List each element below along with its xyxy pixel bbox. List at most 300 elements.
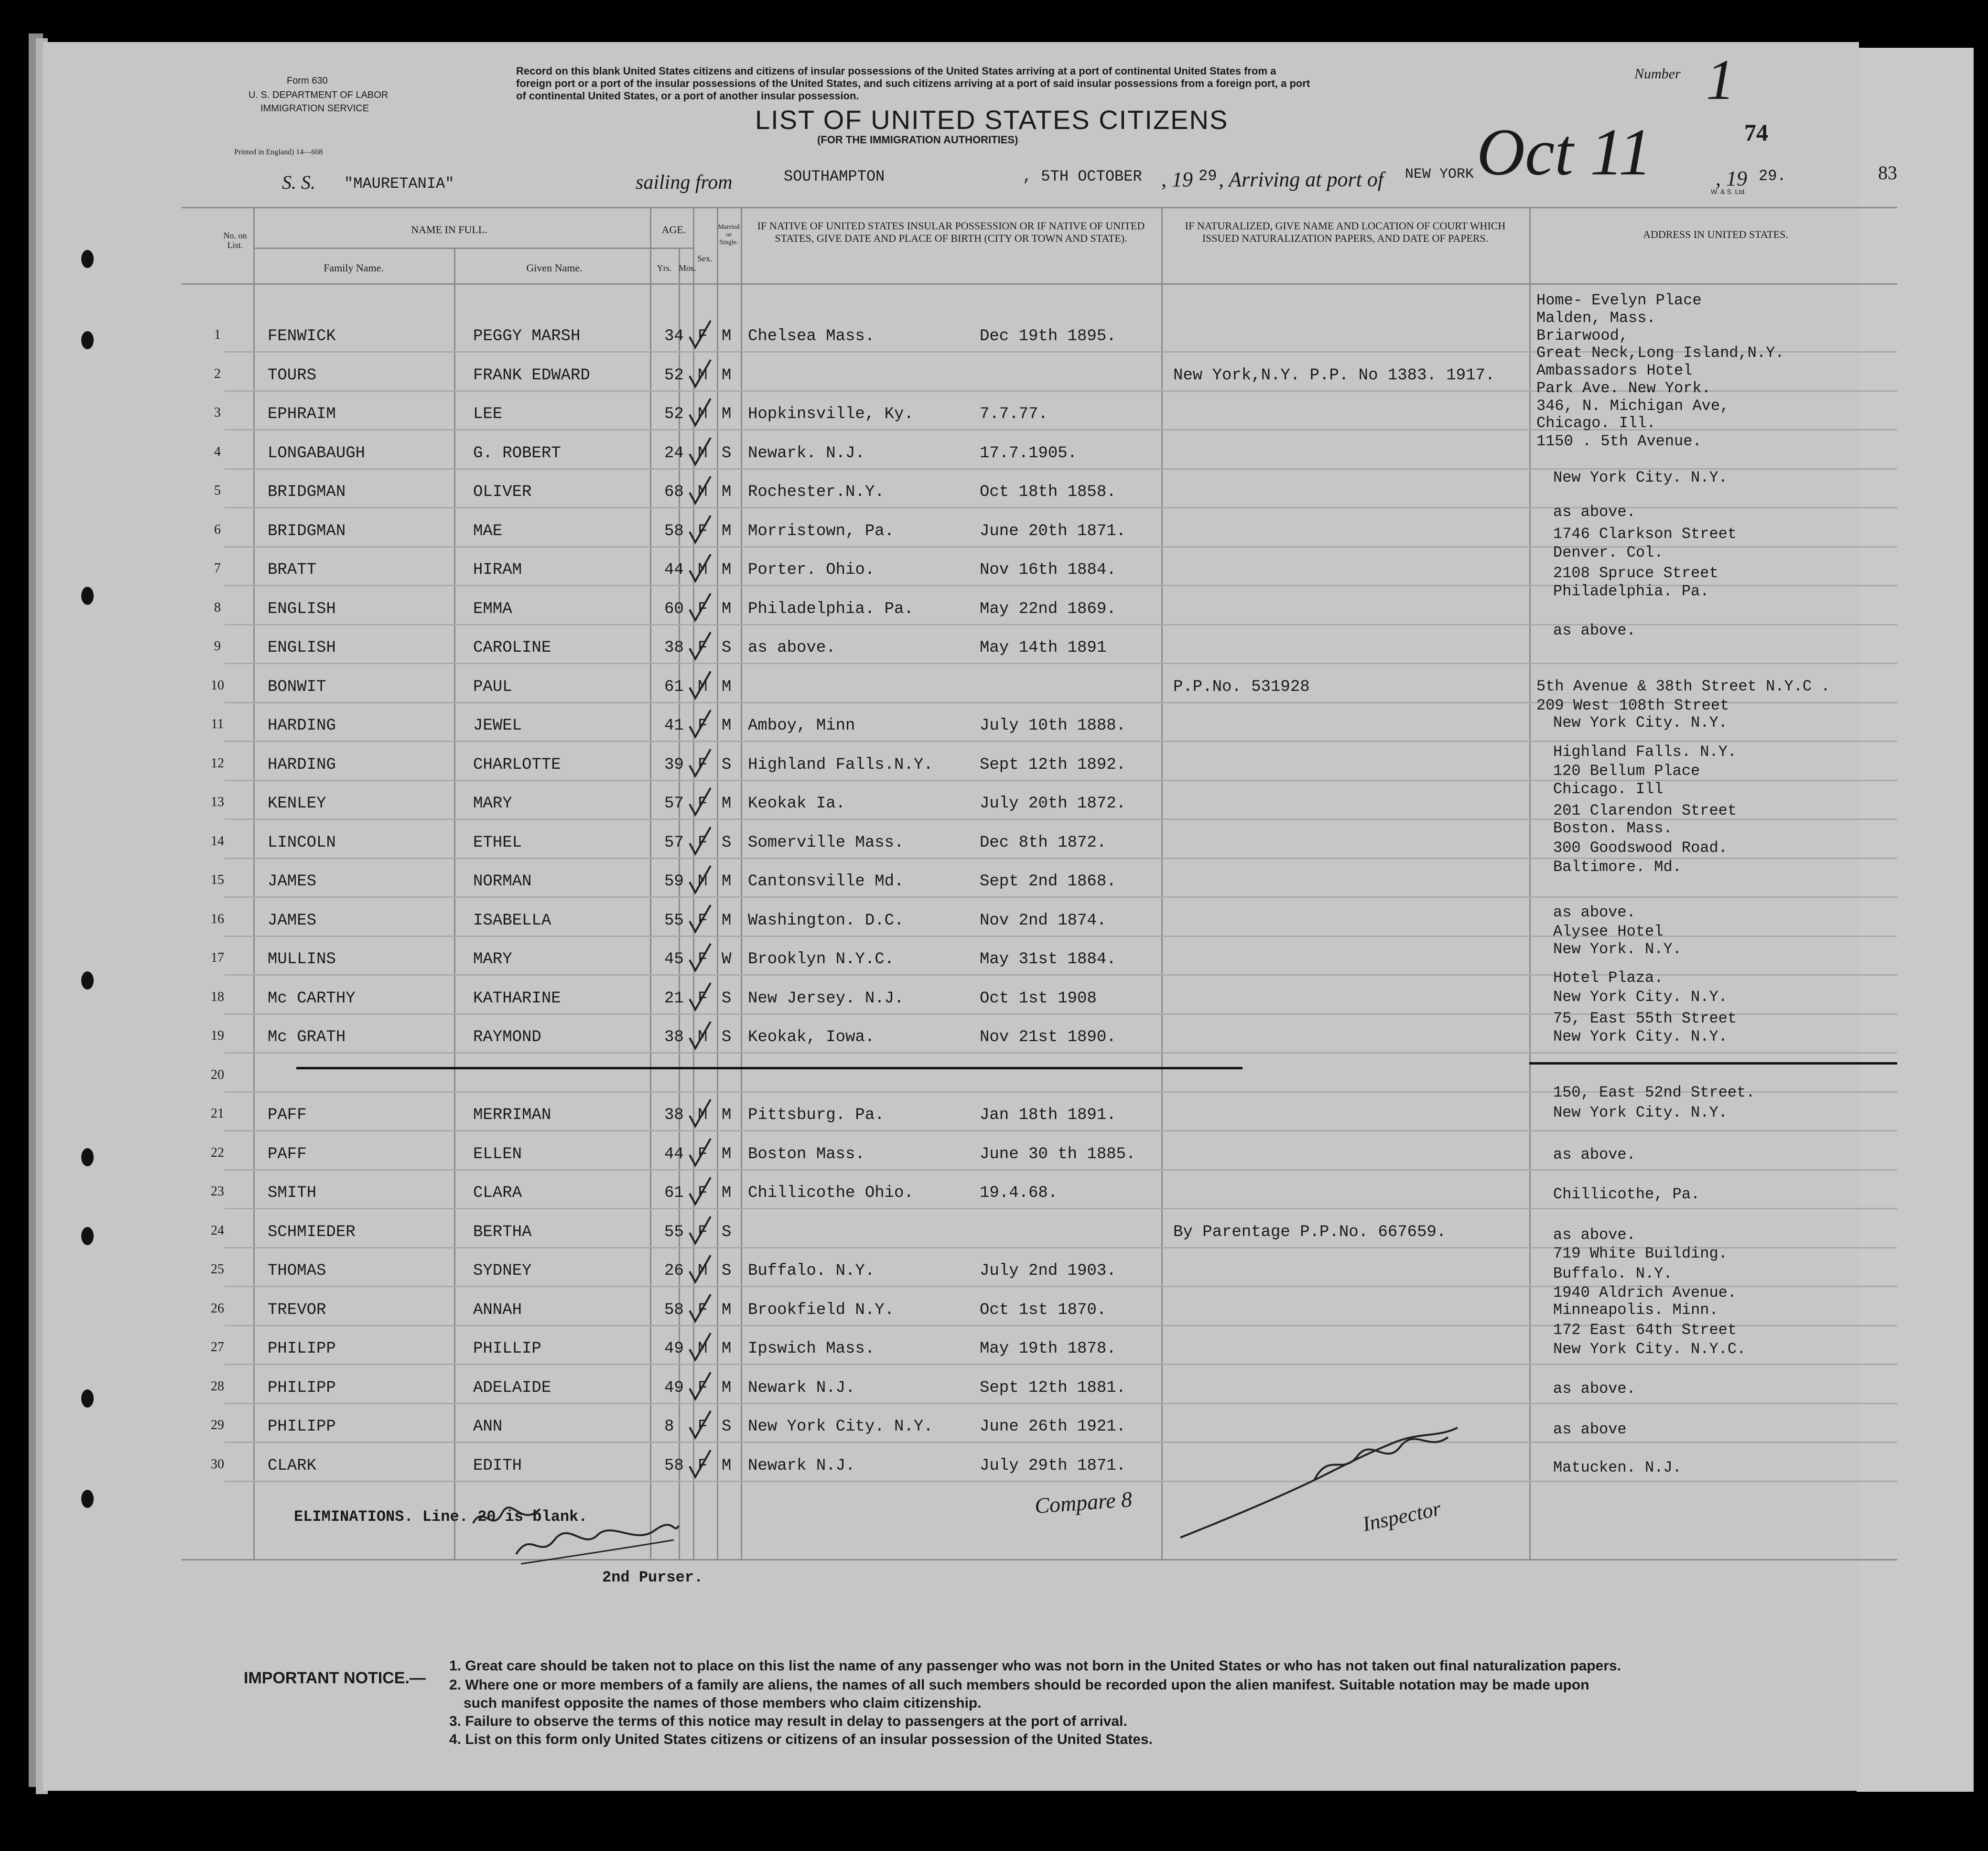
- hdr-name-in-full: NAME IN FULL.: [411, 224, 487, 236]
- hdr-age-mos: Mos.: [679, 263, 696, 273]
- sex: F: [698, 1418, 708, 1436]
- sailing-label: sailing from: [636, 172, 733, 194]
- row-number: 27: [211, 1340, 224, 1355]
- compare-note: Compare 8: [1034, 1486, 1133, 1518]
- check-mark-icon: [686, 629, 714, 663]
- ss-label: S. S.: [282, 172, 315, 193]
- eliminations-initials: [468, 1499, 545, 1538]
- age-years: 21: [664, 989, 684, 1008]
- row-rule: [225, 1442, 1897, 1443]
- check-mark-icon: [686, 1174, 714, 1208]
- marital-status: S: [722, 1223, 732, 1241]
- family-name: BRIDGMAN: [268, 483, 346, 501]
- address-line: New York City. N.Y.: [1553, 1104, 1728, 1121]
- year-to: 29.: [1759, 167, 1786, 185]
- age-years: 38: [664, 639, 684, 657]
- number-value: 1: [1706, 48, 1735, 111]
- address-line: 150, East 52nd Street.: [1553, 1084, 1755, 1101]
- inspector-note: Inspector: [1360, 1496, 1443, 1536]
- row-rule: [225, 896, 1897, 898]
- address-line: 120 Bellum Place: [1553, 762, 1700, 780]
- marital-status: M: [722, 561, 732, 579]
- age-years: 34: [664, 327, 684, 345]
- marital-status: M: [722, 1378, 732, 1397]
- family-name: TREVOR: [268, 1301, 326, 1319]
- birth-place: as above.: [748, 639, 836, 657]
- sex: M: [698, 1340, 708, 1358]
- address-line: Home- Evelyn Place: [1536, 291, 1702, 309]
- punch-hole: [81, 331, 94, 349]
- hdr-sex: Sex.: [697, 254, 713, 263]
- check-mark-icon: [686, 902, 714, 936]
- marital-status: M: [722, 483, 732, 501]
- family-name: ENGLISH: [268, 639, 336, 657]
- marital-status: S: [722, 755, 732, 774]
- address-line: as above.: [1553, 503, 1636, 521]
- address-line: 1150 . 5th Avenue.: [1536, 432, 1702, 450]
- marital-status: W: [722, 950, 732, 969]
- row-rule: [225, 1481, 1897, 1482]
- family-name: PAFF: [268, 1145, 307, 1163]
- hdr-age-yrs: Yrs.: [657, 263, 672, 273]
- check-mark-icon: [686, 551, 714, 585]
- check-mark-icon: [686, 591, 714, 624]
- family-name: LONGABAUGH: [268, 444, 366, 463]
- address-line: Chicago. Ill.: [1536, 414, 1656, 432]
- check-mark-icon: [686, 707, 714, 741]
- family-name: BONWIT: [268, 678, 326, 696]
- age-years: 55: [664, 911, 684, 930]
- given-name: ETHEL: [473, 833, 522, 852]
- birth-date: June 30 th 1885.: [980, 1145, 1136, 1163]
- row-rule: [225, 1130, 1897, 1131]
- row-number: 8: [214, 600, 221, 615]
- family-name: TOURS: [268, 366, 317, 385]
- marital-status: M: [722, 405, 732, 423]
- birth-date: Oct 1st 1908: [980, 989, 1097, 1008]
- row-rule: [225, 1052, 1897, 1054]
- address-line: Baltimore. Md.: [1553, 858, 1682, 876]
- birth-date: June 26th 1921.: [980, 1418, 1126, 1436]
- given-name: PHILLIP: [473, 1340, 541, 1358]
- age-years: 58: [664, 1301, 684, 1319]
- birth-date: Nov 16th 1884.: [980, 561, 1116, 579]
- given-name: HIRAM: [473, 561, 522, 579]
- given-name: PEGGY MARSH: [473, 327, 581, 345]
- family-name: JAMES: [268, 911, 317, 930]
- given-name: G. ROBERT: [473, 444, 561, 463]
- hdr-family-name: Family Name.: [324, 262, 384, 274]
- age-years: 61: [664, 1184, 684, 1202]
- age-years: 55: [664, 1223, 684, 1241]
- address-line: New York. N.Y.: [1553, 940, 1682, 958]
- hdr-place-of-birth: IF NATIVE OF UNITED STATES INSULAR POSSESSION OR IF NATIVE OF UNITED STATES, GIVE DATE AND PLACE OF BIRTH (CITY OR TOWN AND STATE).: [757, 220, 1145, 244]
- family-name: SMITH: [268, 1184, 317, 1202]
- given-name: CHARLOTTE: [473, 755, 561, 774]
- address-line: New York City. N.Y.: [1553, 714, 1728, 732]
- marital-status: S: [722, 1262, 732, 1280]
- row-rule: [225, 741, 1897, 742]
- sex: M: [698, 483, 708, 501]
- given-name: ISABELLA: [473, 911, 551, 930]
- birth-place: Brookfield N.Y.: [748, 1301, 895, 1319]
- birth-place: Philadelphia. Pa.: [748, 600, 914, 618]
- birth-place: New Jersey. N.J.: [748, 989, 904, 1008]
- given-name: EMMA: [473, 600, 512, 618]
- sex: M: [698, 444, 708, 463]
- family-name: THOMAS: [268, 1262, 326, 1280]
- punch-hole: [81, 1490, 94, 1508]
- year-prefix: , 19: [1161, 168, 1193, 191]
- punch-hole: [81, 587, 94, 605]
- address-line: 1940 Aldrich Avenue.: [1553, 1284, 1737, 1302]
- birth-place: Boston Mass.: [748, 1145, 865, 1163]
- given-name: SYDNEY: [473, 1262, 532, 1280]
- number-label: Number: [1634, 66, 1681, 82]
- check-mark-icon: [686, 318, 714, 351]
- given-name: ANNAH: [473, 1301, 522, 1319]
- address-line: as above.: [1553, 1380, 1636, 1398]
- address-line: Alysee Hotel: [1553, 923, 1664, 940]
- row-number: 12: [211, 755, 224, 771]
- age-years: 57: [664, 833, 684, 852]
- age-years: 52: [664, 405, 684, 423]
- col-divider: [253, 207, 255, 1559]
- given-name: OLIVER: [473, 483, 532, 501]
- sex: M: [698, 405, 708, 423]
- hdr-no-on-list: No. on List.: [223, 231, 247, 250]
- birth-date: July 20th 1872.: [980, 795, 1126, 813]
- address-line: Philadelphia. Pa.: [1553, 582, 1709, 600]
- marital-status: S: [722, 833, 732, 852]
- row-number: 14: [211, 833, 224, 849]
- birth-place: Keokak Ia.: [748, 795, 846, 813]
- notice-label: IMPORTANT NOTICE.—: [244, 1669, 426, 1687]
- birth-date: Sept 12th 1892.: [980, 755, 1126, 774]
- age-years: 49: [664, 1340, 684, 1358]
- birth-date: Nov 2nd 1874.: [980, 911, 1107, 930]
- row-number: 26: [211, 1301, 224, 1316]
- service: IMMIGRATION SERVICE: [260, 103, 369, 114]
- punch-hole: [81, 250, 94, 268]
- check-mark-icon: [686, 746, 714, 780]
- age-years: 52: [664, 366, 684, 385]
- birth-date: Dec 8th 1872.: [980, 833, 1107, 852]
- ship-name: "MAURETANIA": [344, 175, 454, 193]
- check-mark-icon: [686, 785, 714, 818]
- address-line: New York City. N.Y.: [1553, 469, 1728, 486]
- sex: F: [698, 795, 708, 813]
- sex: F: [698, 600, 708, 618]
- sex: F: [698, 950, 708, 969]
- birth-place: Brooklyn N.Y.C.: [748, 950, 895, 969]
- notice-1: 1. Great care should be taken not to place on this list the name of any passenger who was not born in the United States or who has not taken out final naturalization papers.: [449, 1658, 1621, 1674]
- address-line: 719 White Building.: [1553, 1245, 1728, 1262]
- row-number: 3: [214, 405, 221, 420]
- check-mark-icon: [686, 668, 714, 702]
- address-line: Chicago. Ill: [1553, 780, 1664, 798]
- row-number: 28: [211, 1378, 224, 1394]
- given-name: CAROLINE: [473, 639, 551, 657]
- hdr-naturalization: IF NATURALIZED, GIVE NAME AND LOCATION OF COURT WHICH ISSUED NATURALIZATION PAPERS, AND DATE OF PAPERS.: [1185, 220, 1506, 244]
- sex: F: [698, 1145, 708, 1163]
- sex: M: [698, 678, 708, 696]
- given-name: MAE: [473, 522, 503, 540]
- col-divider: [650, 207, 651, 1559]
- age-years: 58: [664, 1456, 684, 1475]
- birth-place: Newark. N.J.: [748, 444, 865, 463]
- marital-status: M: [722, 717, 732, 735]
- row-number: 25: [211, 1262, 224, 1277]
- row-number: 5: [214, 483, 221, 498]
- address-line: as above: [1553, 1421, 1627, 1438]
- row-number: 6: [214, 522, 221, 537]
- family-name: PHILIPP: [268, 1340, 336, 1358]
- age-years: 44: [664, 1145, 684, 1163]
- table-bottom-border: [182, 1559, 1897, 1560]
- row-number: 4: [214, 444, 221, 459]
- sex: F: [698, 833, 708, 852]
- family-name: JAMES: [268, 872, 317, 891]
- birth-place: Somerville Mass.: [748, 833, 904, 852]
- given-name: PAUL: [473, 678, 512, 696]
- sex: F: [698, 522, 708, 540]
- row-number: 20: [211, 1067, 224, 1082]
- family-name: BRIDGMAN: [268, 522, 346, 540]
- row-rule: [225, 1403, 1897, 1404]
- manifest-sheet: [43, 42, 1859, 1791]
- printed-note: Printed in England) 14—608: [234, 148, 323, 156]
- given-name: MARY: [473, 950, 512, 969]
- marital-status: M: [722, 1301, 732, 1319]
- margin-note: 83: [1878, 162, 1897, 183]
- check-mark-icon: [686, 396, 714, 429]
- address-line: as above.: [1553, 1146, 1636, 1163]
- row-number: 1: [214, 327, 221, 342]
- arriving-label: , Arriving at port of: [1219, 168, 1384, 191]
- eliminations-note: ELIMINATIONS. Line. 20 is blank.: [294, 1508, 588, 1526]
- notice-3: 3. Failure to observe the terms of this notice may result in delay to passengers at the port of arrival.: [449, 1713, 1127, 1729]
- record-instructions-1: Record on this blank United States citizens and citizens of insular possessions of the United States arriving at a port of continental United States from a: [516, 65, 1276, 77]
- birth-place: Pittsburg. Pa.: [748, 1106, 885, 1124]
- page-title: LIST OF UNITED STATES CITIZENS: [755, 105, 1229, 135]
- row-number: 17: [211, 950, 224, 965]
- family-name: ENGLISH: [268, 600, 336, 618]
- birth-date: Jan 18th 1891.: [980, 1106, 1116, 1124]
- check-mark-icon: [686, 863, 714, 896]
- stamp-number: 74: [1744, 119, 1768, 146]
- check-mark-icon: [686, 1408, 714, 1442]
- marital-status: M: [722, 1456, 732, 1475]
- row-number: 30: [211, 1456, 224, 1472]
- family-name: PHILIPP: [268, 1418, 336, 1436]
- address-line: Great Neck,Long Island,N.Y.: [1536, 344, 1784, 362]
- sex: F: [698, 989, 708, 1008]
- address-line: Malden, Mass.: [1536, 309, 1656, 327]
- col-divider: [1529, 207, 1531, 1559]
- row-number: 9: [214, 639, 221, 654]
- marital-status: M: [722, 1184, 732, 1202]
- family-name: Mc GRATH: [268, 1028, 346, 1046]
- sex: F: [698, 911, 708, 930]
- hdr-given-name: Given Name.: [526, 262, 583, 274]
- check-mark-icon: [686, 1330, 714, 1364]
- row-number: 13: [211, 795, 224, 809]
- row-rule: [225, 1169, 1897, 1171]
- age-years: 49: [664, 1378, 684, 1397]
- purser-label: 2nd Purser.: [602, 1569, 703, 1586]
- notice-4: 4. List on this form only United States citizens or citizens of an insular possession of the United States.: [449, 1732, 1153, 1747]
- row-rule: [225, 1208, 1897, 1209]
- address-line: Ambassadors Hotel: [1536, 362, 1693, 379]
- address-line: as above.: [1553, 1226, 1636, 1244]
- col-divider: [717, 207, 718, 1559]
- sex: F: [698, 1301, 708, 1319]
- punch-hole: [81, 1389, 94, 1408]
- notice-2b: such manifest opposite the names of those members who claim citizenship.: [464, 1695, 982, 1711]
- hdr-age: AGE.: [661, 224, 686, 236]
- port-to: NEW YORK: [1405, 166, 1474, 183]
- row-number: 16: [211, 911, 224, 926]
- facing-page: [1857, 48, 1974, 1792]
- birth-place: New York City. N.Y.: [748, 1418, 933, 1436]
- row-rule: [225, 663, 1897, 664]
- birth-place: Washington. D.C.: [748, 911, 904, 930]
- record-instructions-3: of continental United States, or a port of another insular possession.: [516, 90, 859, 102]
- address-line: Buffalo. N.Y.: [1553, 1265, 1673, 1282]
- row-number: 2: [214, 366, 221, 381]
- sex: F: [698, 327, 708, 345]
- marital-status: M: [722, 600, 732, 618]
- marital-status: M: [722, 1340, 732, 1358]
- row-number: 21: [211, 1106, 224, 1121]
- age-years: 8: [664, 1418, 674, 1436]
- form-number: Form 630: [287, 75, 328, 86]
- check-mark-icon: [686, 1136, 714, 1169]
- given-name: LEE: [473, 405, 503, 423]
- row-number: 15: [211, 872, 224, 887]
- sex: F: [698, 755, 708, 774]
- marital-status: M: [722, 522, 732, 540]
- address-line: Minneapolis. Minn.: [1553, 1301, 1718, 1319]
- sex: F: [698, 717, 708, 735]
- year-from: 29: [1199, 167, 1217, 185]
- punch-hole: [81, 1227, 94, 1245]
- age-years: 39: [664, 755, 684, 774]
- line-20-rule: [296, 1067, 1242, 1069]
- table-header-border: [182, 283, 1897, 285]
- birth-place: Morristown, Pa.: [748, 522, 895, 540]
- given-name: FRANK EDWARD: [473, 366, 590, 385]
- family-name: KENLEY: [268, 795, 326, 813]
- marital-status: M: [722, 327, 732, 345]
- col-divider: [1161, 207, 1163, 1559]
- address-line: Briarwood,: [1536, 327, 1629, 344]
- birth-place: Hopkinsville, Ky.: [748, 405, 914, 423]
- check-mark-icon: [686, 1019, 714, 1052]
- sex: F: [698, 1223, 708, 1241]
- address-line: 209 West 108th Street: [1536, 697, 1729, 714]
- address-line: New York City. N.Y.C.: [1553, 1340, 1746, 1358]
- sex: M: [698, 1028, 708, 1046]
- page-subtitle: (FOR THE IMMIGRATION AUTHORITIES): [817, 134, 1018, 146]
- birth-date: 7.7.77.: [980, 405, 1048, 423]
- birth-place: Chillicothe Ohio.: [748, 1184, 914, 1202]
- age-years: 38: [664, 1028, 684, 1046]
- address-line: as above.: [1553, 622, 1636, 639]
- hdr-address: ADDRESS IN UNITED STATES.: [1643, 228, 1788, 240]
- check-mark-icon: [686, 1214, 714, 1247]
- birth-date: Sept 2nd 1868.: [980, 872, 1116, 891]
- row-number: 29: [211, 1418, 224, 1432]
- row-rule: [225, 1364, 1897, 1365]
- family-name: PHILIPP: [268, 1378, 336, 1397]
- birth-place: Newark N.J.: [748, 1378, 855, 1397]
- birth-place: Porter. Ohio.: [748, 561, 875, 579]
- marital-status: S: [722, 444, 732, 463]
- check-mark-icon: [686, 1447, 714, 1481]
- birth-date: Oct 1st 1870.: [980, 1301, 1107, 1319]
- address-line: New York City. N.Y.: [1553, 1028, 1728, 1045]
- birth-date: May 14th 1891: [980, 639, 1107, 657]
- given-name: ANN: [473, 1418, 503, 1436]
- family-name: Mc CARTHY: [268, 989, 356, 1008]
- naturalization: By Parentage P.P.No. 667659.: [1173, 1223, 1447, 1241]
- address-line: Matucken. N.J.: [1553, 1459, 1682, 1476]
- punch-hole: [81, 971, 94, 990]
- birth-place: Keokak, Iowa.: [748, 1028, 875, 1046]
- age-years: 58: [664, 522, 684, 540]
- birth-date: May 22nd 1869.: [980, 600, 1116, 618]
- row-number: 7: [214, 561, 221, 576]
- age-years: 60: [664, 600, 684, 618]
- age-years: 38: [664, 1106, 684, 1124]
- punch-hole: [81, 1148, 94, 1166]
- given-name: KATHARINE: [473, 989, 561, 1008]
- family-name: LINCOLN: [268, 833, 336, 852]
- check-mark-icon: [686, 474, 714, 507]
- check-mark-icon: [686, 1291, 714, 1325]
- address-line: 300 Goodswood Road.: [1553, 839, 1728, 857]
- notice-2: 2. Where one or more members of a family are aliens, the names of all such members should be recorded upon the alien manifest. Suitable notation may be made upon: [449, 1677, 1589, 1693]
- age-years: 44: [664, 561, 684, 579]
- printer-mark: W. & S. Ltd.: [1711, 188, 1746, 195]
- address-line: 346, N. Michigan Ave,: [1536, 397, 1729, 415]
- check-mark-icon: [686, 513, 714, 546]
- row-number: 23: [211, 1184, 224, 1199]
- birth-date: July 10th 1888.: [980, 717, 1126, 735]
- check-mark-icon: [686, 1252, 714, 1286]
- address-line: as above.: [1553, 904, 1636, 921]
- address-line: Boston. Mass.: [1553, 819, 1673, 837]
- table-top-border: [182, 207, 1897, 208]
- age-years: 61: [664, 678, 684, 696]
- naturalization: P.P.No. 531928: [1173, 678, 1310, 696]
- date-from: , 5TH OCTOBER: [1023, 168, 1142, 185]
- birth-date: 19.4.68.: [980, 1184, 1058, 1202]
- row-number: 22: [211, 1145, 224, 1160]
- address-line: 5th Avenue & 38th Street N.Y.C .: [1536, 678, 1830, 695]
- marital-status: M: [722, 366, 732, 385]
- department: U. S. DEPARTMENT OF LABOR: [248, 90, 389, 100]
- birth-date: Oct 18th 1858.: [980, 483, 1116, 501]
- address-line: New York City. N.Y.: [1553, 988, 1728, 1006]
- check-mark-icon: [686, 941, 714, 974]
- address-divider: [1529, 1062, 1897, 1065]
- inspector-signature: [1171, 1423, 1467, 1547]
- birth-date: May 19th 1878.: [980, 1340, 1116, 1358]
- address-line: 75, East 55th Street: [1553, 1010, 1737, 1027]
